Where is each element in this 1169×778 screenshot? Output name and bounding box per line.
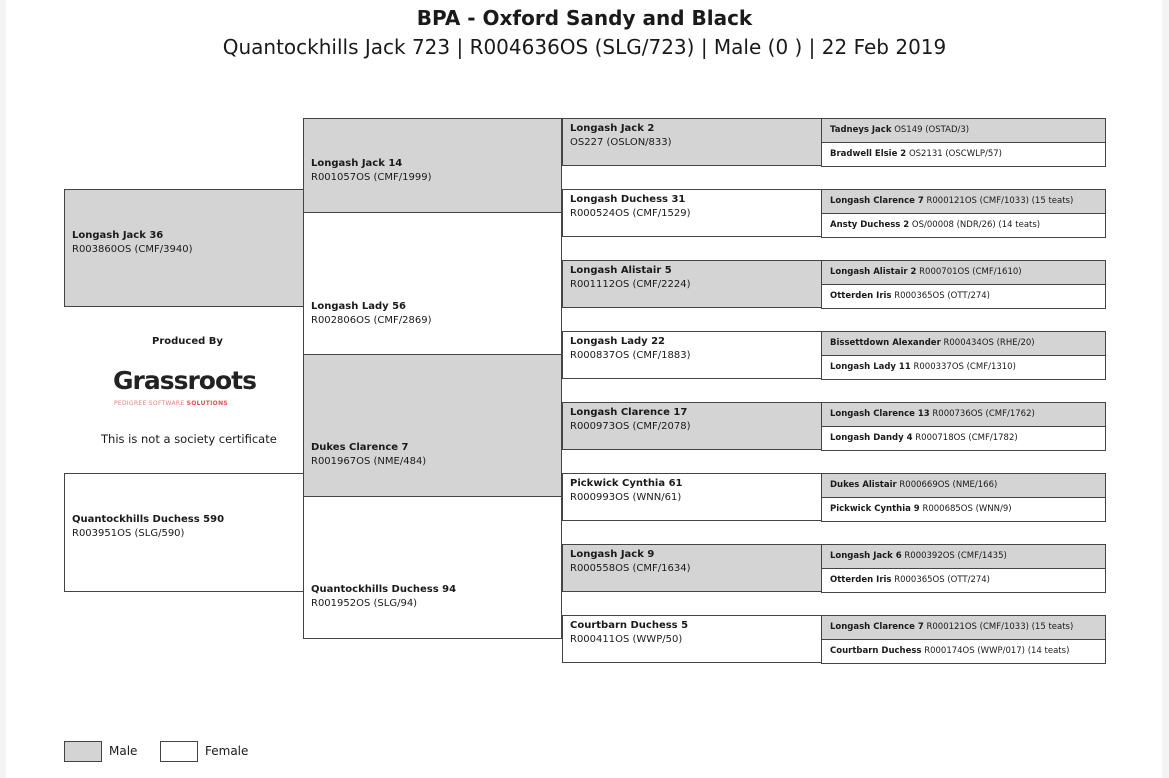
animal-name: Dukes Clarence 7	[311, 442, 409, 453]
animal-reg: R000121OS (CMF/1033) (15 teats)	[926, 622, 1074, 632]
gen3-box[interactable]	[562, 615, 822, 663]
animal-name: Otterden Iris	[830, 575, 892, 585]
animal-reg: R000993OS (WNN/61)	[570, 492, 682, 503]
gen4-box[interactable]	[821, 568, 1106, 593]
disclaimer-text: This is not a society certificate	[101, 432, 277, 446]
animal-reg: R000174OS (WWP/017) (14 teats)	[924, 646, 1070, 656]
gen4-box[interactable]	[821, 260, 1106, 285]
logo-tagline-2: SOLUTIONS	[186, 400, 229, 407]
gen3-box[interactable]	[562, 544, 822, 592]
animal-name: Longash Jack 14	[311, 158, 403, 169]
animal-reg: R000701OS (CMF/1610)	[919, 267, 1022, 277]
animal-reg: R000392OS (CMF/1435)	[904, 551, 1007, 561]
gen4-box[interactable]	[821, 426, 1106, 451]
logo-wordmark: Grassroots	[113, 366, 256, 395]
gen4-box[interactable]	[821, 497, 1106, 522]
animal-reg: R000365OS (OTT/274)	[894, 575, 990, 585]
gen4-box[interactable]	[821, 544, 1106, 569]
gen4-box[interactable]	[821, 473, 1106, 498]
gen3-box[interactable]	[562, 189, 822, 237]
animal-reg: R000411OS (WWP/50)	[570, 634, 683, 645]
animal-name: Longash Clarence 7	[830, 196, 924, 206]
animal-reg: OS/00008 (NDR/26) (14 teats)	[911, 220, 1041, 230]
gen2-box[interactable]	[303, 354, 562, 497]
animal-name: Longash Jack 36	[72, 230, 164, 241]
animal-name: Longash Lady 56	[311, 301, 407, 312]
animal-reg: R003860OS (CMF/3940)	[72, 244, 193, 255]
page-subtitle: Quantockhills Jack 723 | R004636OS (SLG/723) | Male (0 ) | 22 Feb 2019	[222, 35, 947, 59]
legend-female-label: Female	[205, 744, 249, 758]
animal-name: Ansty Duchess 2	[830, 220, 910, 230]
gen4-box[interactable]	[821, 142, 1106, 167]
gen4-box[interactable]	[821, 118, 1106, 143]
gen4-box[interactable]	[821, 615, 1106, 640]
animal-reg: R000365OS (OTT/274)	[894, 291, 990, 301]
gen3-box[interactable]	[562, 402, 822, 450]
animal-name: Longash Dandy 4	[830, 433, 913, 443]
animal-name: Longash Clarence 7	[830, 622, 924, 632]
gen2-box[interactable]	[303, 212, 562, 355]
animal-reg: R001057OS (CMF/1999)	[311, 172, 432, 183]
animal-reg: R000434OS (RHE/20)	[943, 338, 1035, 348]
gen3-box[interactable]	[562, 118, 822, 166]
animal-reg: R002806OS (CMF/2869)	[311, 315, 432, 326]
animal-name: Longash Clarence 17	[570, 407, 688, 418]
animal-name: Otterden Iris	[830, 291, 892, 301]
animal-name: Longash Jack 2	[570, 123, 655, 134]
animal-reg: R000736OS (CMF/1762)	[932, 409, 1035, 419]
gen4-box[interactable]	[821, 402, 1106, 427]
animal-reg: R000973OS (CMF/2078)	[570, 421, 691, 432]
animal-reg: R000337OS (CMF/1310)	[913, 362, 1016, 372]
animal-reg: R003951OS (SLG/590)	[72, 528, 185, 539]
gen4-box[interactable]	[821, 213, 1106, 238]
gen3-box[interactable]	[562, 331, 822, 379]
animal-name: Pickwick Cynthia 9	[830, 504, 920, 514]
animal-name: Longash Alistair 2	[830, 267, 917, 277]
produced-by-label: Produced By	[152, 336, 223, 347]
animal-reg: R000669OS (NME/166)	[899, 480, 998, 490]
animal-reg: OS149 (OSTAD/3)	[894, 125, 970, 135]
page-title: BPA - Oxford Sandy and Black	[416, 6, 753, 30]
legend-male-swatch	[64, 741, 102, 762]
animal-name: Longash Lady 11	[830, 362, 911, 372]
gen4-box[interactable]	[821, 189, 1106, 214]
animal-name: Bradwell Elsie 2	[830, 149, 907, 159]
animal-name: Quantockhills Duchess 94	[311, 584, 457, 595]
legend-male-label: Male	[109, 744, 138, 758]
gen2-box[interactable]	[303, 118, 562, 213]
animal-name: Quantockhills Duchess 590	[72, 514, 225, 525]
gen4-box[interactable]	[821, 639, 1106, 664]
animal-name: Longash Lady 22	[570, 336, 666, 347]
animal-reg: R001112OS (CMF/2224)	[570, 279, 691, 290]
animal-name: Tadneys Jack	[830, 125, 892, 135]
animal-name: Courtbarn Duchess 5	[570, 620, 689, 631]
animal-reg: R000558OS (CMF/1634)	[570, 563, 691, 574]
gen2-box[interactable]	[303, 496, 562, 639]
animal-name: Longash Jack 6	[830, 551, 902, 561]
animal-name: Dukes Alistair	[830, 480, 897, 490]
gen3-box[interactable]	[562, 260, 822, 308]
gen4-box[interactable]	[821, 284, 1106, 309]
logo-tagline	[114, 400, 228, 407]
animal-reg: OS227 (OSLON/833)	[570, 137, 672, 148]
animal-reg: R000718OS (CMF/1782)	[915, 433, 1018, 443]
animal-name: Longash Clarence 13	[830, 409, 930, 419]
animal-name: Longash Alistair 5	[570, 265, 672, 276]
animal-reg: R000524OS (CMF/1529)	[570, 208, 691, 219]
animal-name: Bissettdown Alexander	[830, 338, 941, 348]
animal-reg: R000685OS (WNN/9)	[922, 504, 1012, 514]
gen4-box[interactable]	[821, 355, 1106, 380]
animal-reg: R001967OS (NME/484)	[311, 456, 427, 467]
gen1-dam[interactable]	[64, 473, 304, 592]
logo-tagline-1: PEDIGREE SOFTWARE	[114, 400, 185, 407]
gen3-box[interactable]	[562, 473, 822, 521]
animal-name: Longash Duchess 31	[570, 194, 686, 205]
animal-reg: OS2131 (OSCWLP/57)	[908, 149, 1002, 159]
animal-reg: R001952OS (SLG/94)	[311, 598, 418, 609]
gen1-sire[interactable]	[64, 189, 304, 307]
gen4-box[interactable]	[821, 331, 1106, 356]
legend-female-swatch	[160, 741, 198, 762]
animal-reg: R000121OS (CMF/1033) (15 teats)	[926, 196, 1074, 206]
animal-name: Longash Jack 9	[570, 549, 655, 560]
animal-name: Courtbarn Duchess	[830, 646, 922, 656]
animal-name: Pickwick Cynthia 61	[570, 478, 683, 489]
animal-reg: R000837OS (CMF/1883)	[570, 350, 691, 361]
